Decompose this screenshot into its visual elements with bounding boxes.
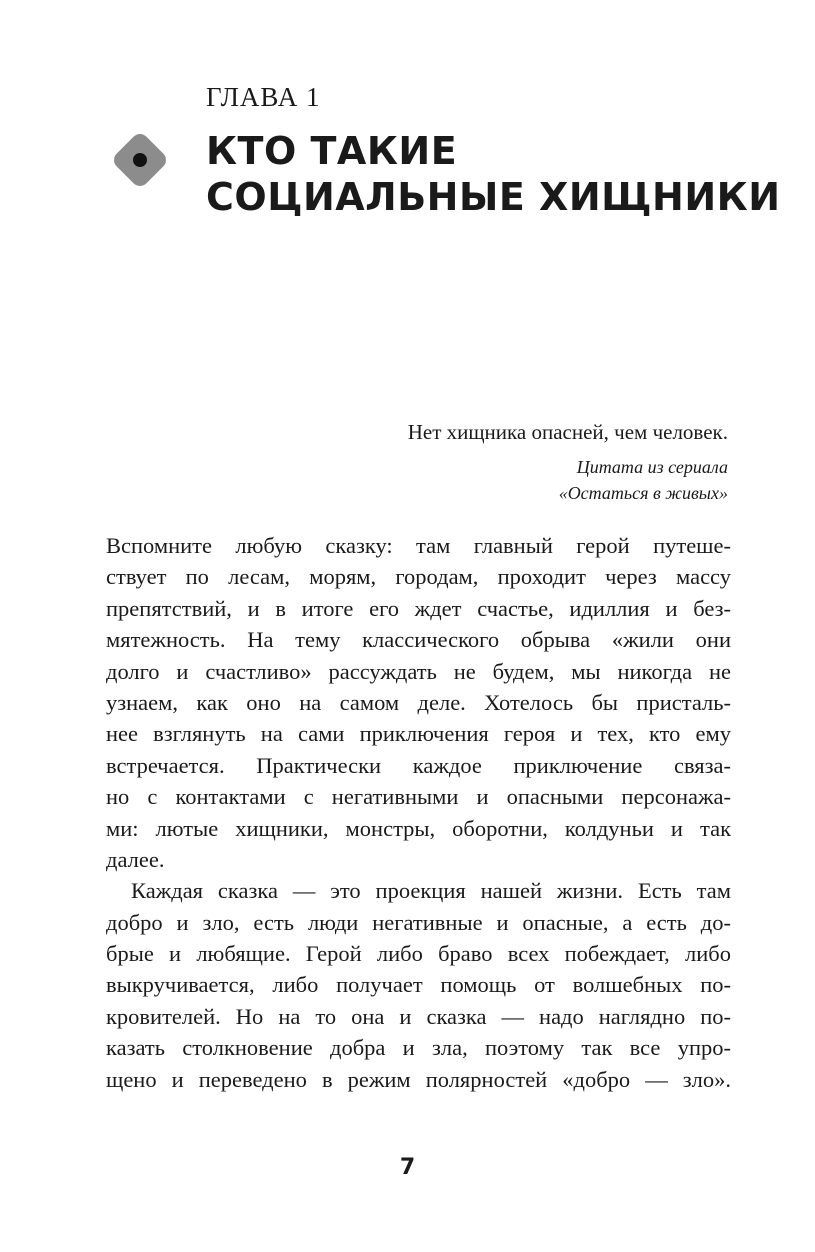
epigraph-source-line: Цитата из сериала: [576, 457, 728, 477]
text-line: брые и любящие. Герой либо браво всех побеждает, либо: [106, 941, 731, 967]
page-number: 7: [399, 1155, 416, 1180]
paragraph: [106, 875, 731, 1095]
text-line: Каждая сказка — это проекция нашей жизни. Есть там: [131, 878, 731, 904]
text-line: долго и счастливо» рассуждать не будем, мы никогда не: [106, 658, 731, 684]
diamond-dot-icon: [108, 128, 172, 192]
chapter-title: [206, 128, 781, 220]
chapter-label: ГЛАВА 1: [206, 82, 321, 112]
text-line: далее.: [106, 846, 165, 872]
chapter-title-line: СОЦИАЛЬНЫЕ ХИЩНИКИ: [206, 175, 781, 219]
text-line: нее взглянуть на сами приключения героя и тех, кто ему: [106, 721, 731, 747]
text-line: встречается. Практически каждое приключение связа-: [106, 752, 731, 778]
text-line: узнаем, как оно на самом деле. Хотелось бы присталь-: [106, 689, 731, 715]
chapter-title-line: КТО ТАКИЕ: [206, 129, 458, 173]
text-line: щено и переведено в режим полярностей «добро — зло».: [106, 1066, 731, 1092]
text-line: кровителей. Но на то она и сказка — надо наглядно по-: [106, 1003, 731, 1029]
text-line: мятежность. На тему классического обрыва «жили они: [106, 627, 731, 653]
text-line: добро и зло, есть люди негативные и опасные, а есть до-: [106, 909, 731, 935]
text-line: ствует по лесам, морям, городам, проходит через массу: [106, 564, 731, 590]
epigraph-source: [408, 454, 728, 506]
text-line: но с контактами с негативными и опасными персонажа-: [106, 784, 731, 810]
epigraph: [408, 418, 728, 506]
paragraph: [106, 530, 731, 875]
text-line: выкручивается, либо получает помощь от волшебных по-: [106, 972, 731, 998]
epigraph-text: Нет хищника опасней, чем человек.: [407, 420, 728, 444]
body-text: [106, 530, 731, 1095]
text-line: казать столкновение добра и зла, поэтому так все упро-: [106, 1035, 731, 1061]
text-line: Вспомните любую сказку: там главный герой путеше-: [106, 533, 731, 558]
text-line: препятствий, и в итоге его ждет счастье, идиллия и без-: [106, 595, 731, 621]
epigraph-source-line: «Остаться в живых»: [558, 483, 728, 503]
text-line: ми: лютые хищники, монстры, оборотни, колдуньи и так: [106, 815, 731, 841]
